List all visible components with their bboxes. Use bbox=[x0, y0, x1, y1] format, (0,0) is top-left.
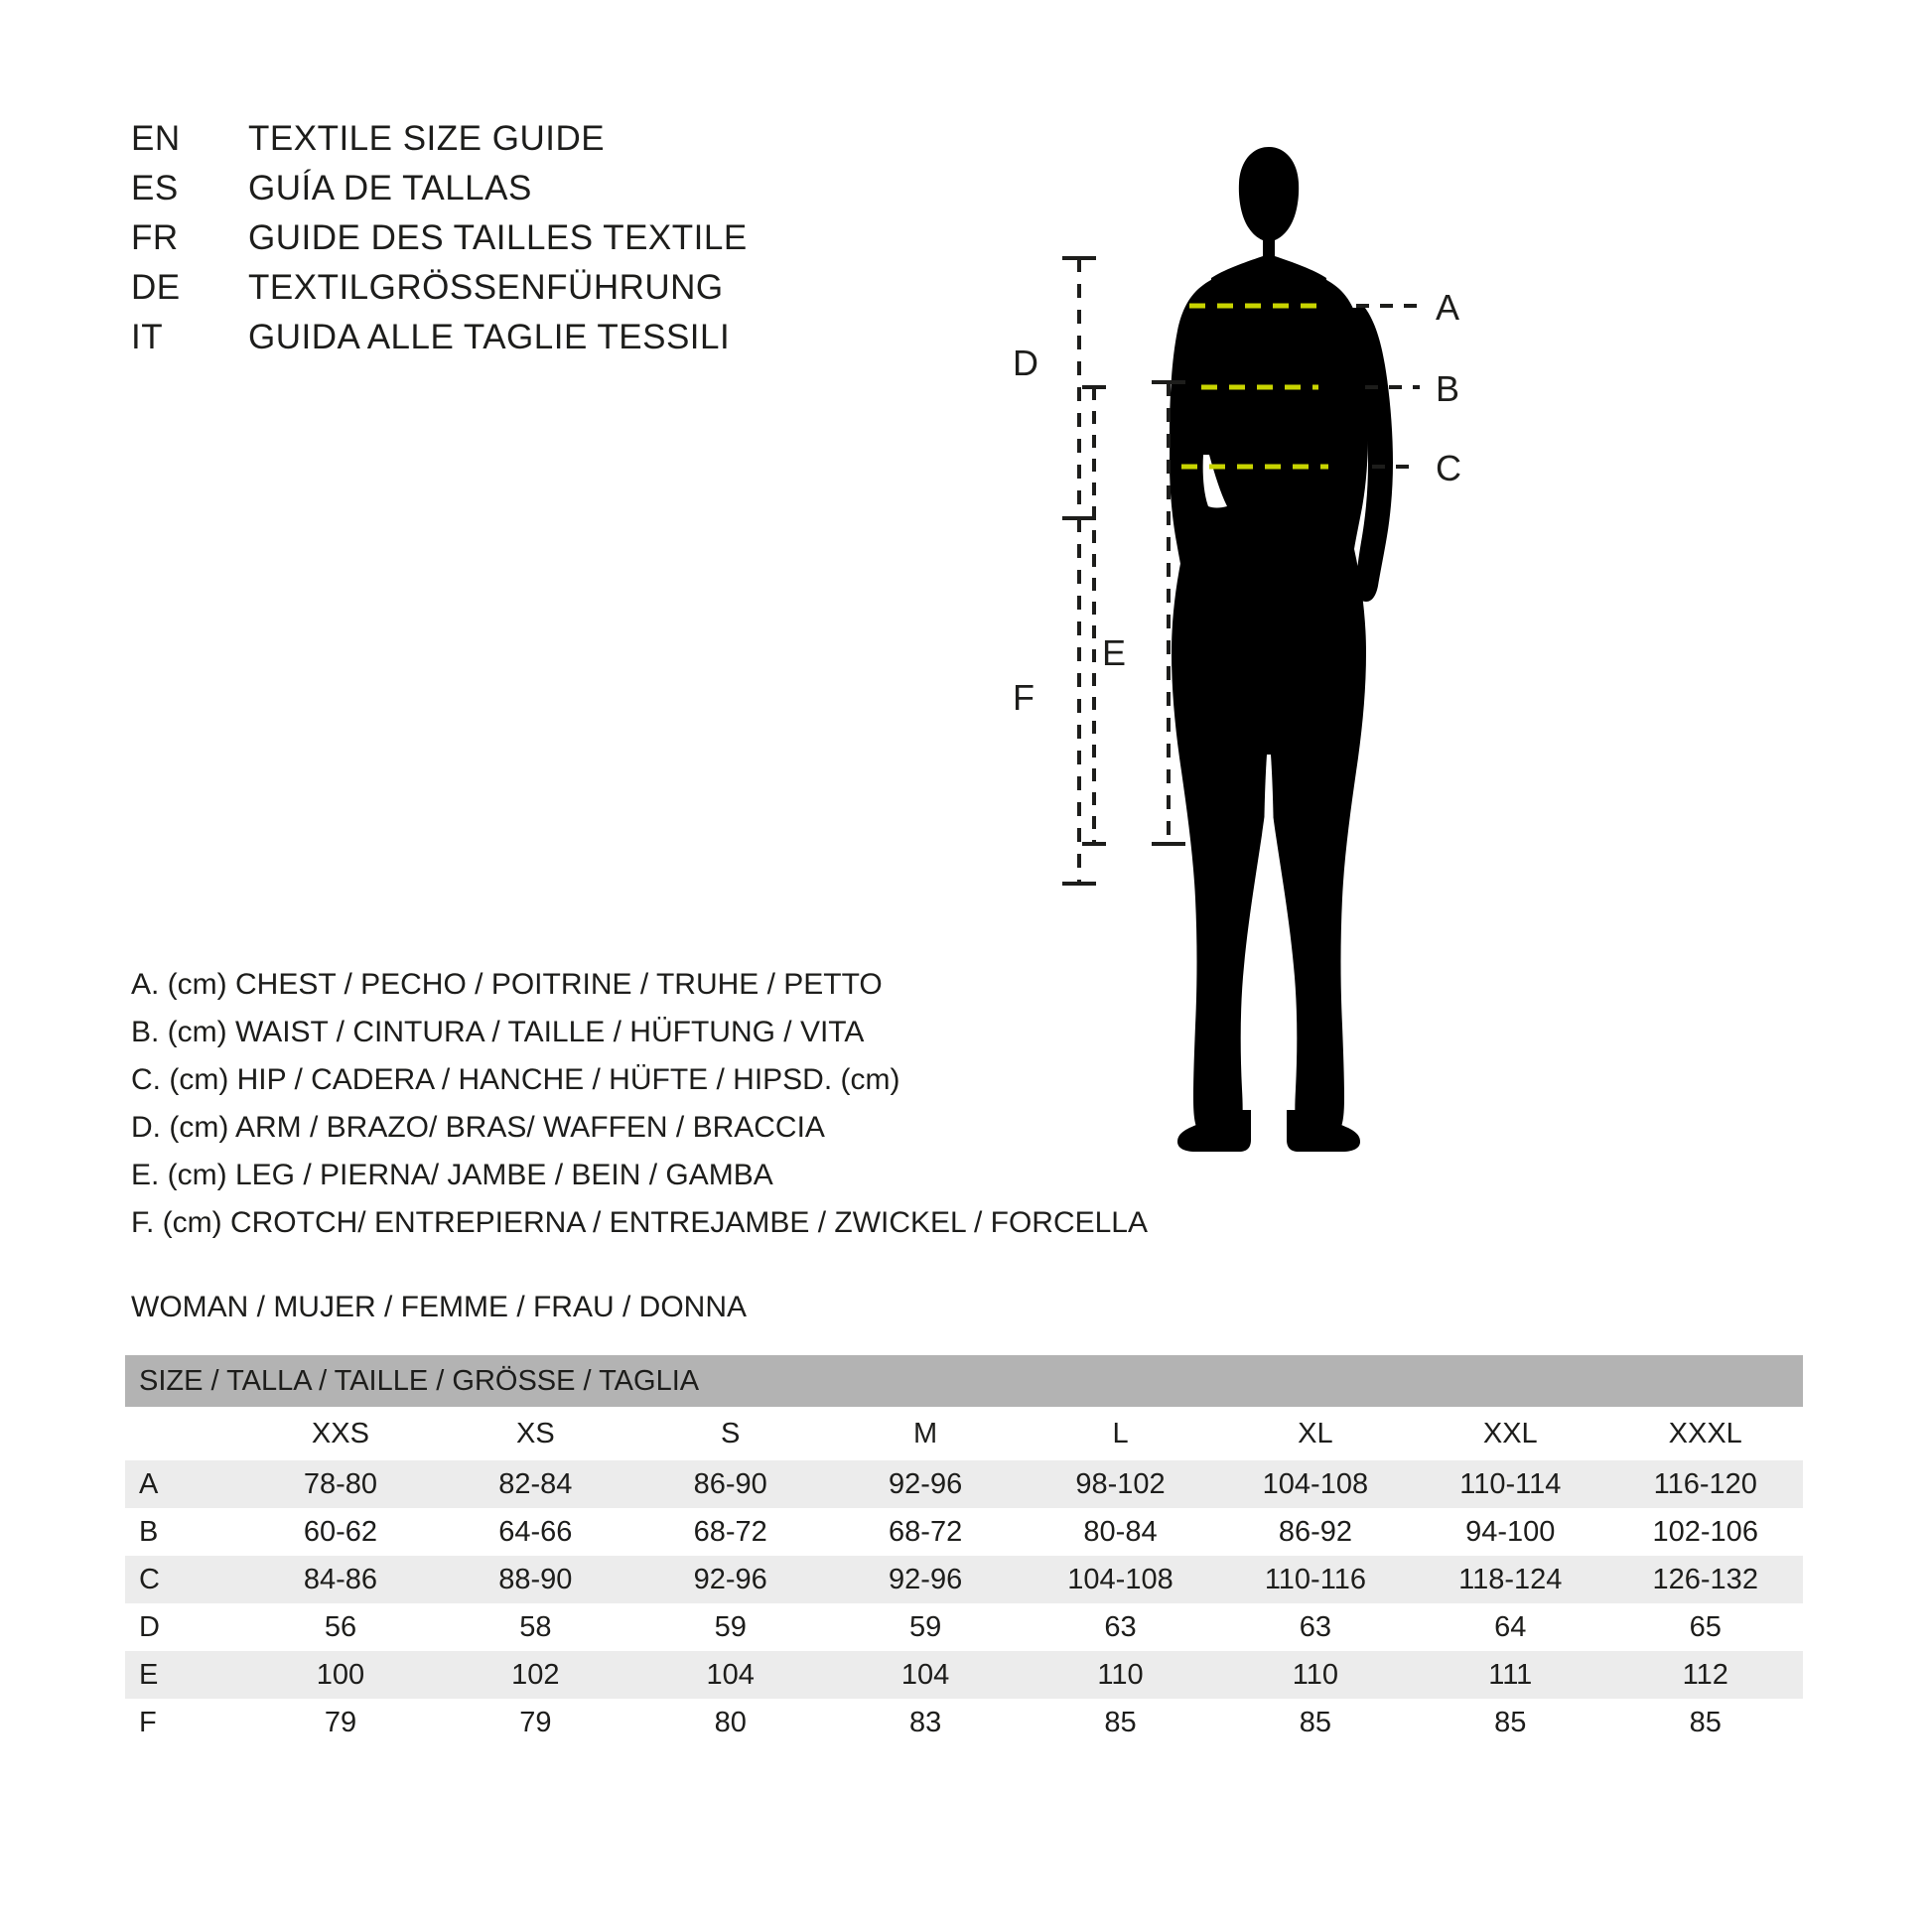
cell-e-xxxl: 112 bbox=[1607, 1651, 1803, 1699]
table-header-label: SIZE / TALLA / TAILLE / GRÖSSE / TAGLIA bbox=[125, 1355, 1803, 1407]
title-text-es: GUÍA DE TALLAS bbox=[248, 169, 532, 207]
cell-a-xl: 104-108 bbox=[1218, 1460, 1413, 1508]
cell-f-xxxl: 85 bbox=[1607, 1699, 1803, 1746]
cell-d-l: 63 bbox=[1023, 1603, 1217, 1651]
cell-e-s: 104 bbox=[633, 1651, 828, 1699]
table-row bbox=[125, 1651, 1803, 1699]
table-row bbox=[125, 1508, 1803, 1556]
cell-f-xs: 79 bbox=[438, 1699, 632, 1746]
cell-f-xl: 85 bbox=[1218, 1699, 1413, 1746]
size-header-m: M bbox=[828, 1407, 1023, 1460]
title-row-fr bbox=[131, 218, 925, 268]
cell-e-m: 104 bbox=[828, 1651, 1023, 1699]
marker-label-a: A bbox=[1436, 287, 1460, 328]
title-block bbox=[131, 119, 925, 367]
cell-f-xxs: 79 bbox=[243, 1699, 438, 1746]
cell-d-xxs: 56 bbox=[243, 1603, 438, 1651]
table-header-band bbox=[125, 1355, 1803, 1407]
cell-d-xxl: 64 bbox=[1413, 1603, 1607, 1651]
size-header-s: S bbox=[633, 1407, 828, 1460]
cell-c-xl: 110-116 bbox=[1218, 1556, 1413, 1603]
cell-e-xxs: 100 bbox=[243, 1651, 438, 1699]
legend-line-a: A. (cm) CHEST / PECHO / POITRINE / TRUHE / PETTO bbox=[131, 968, 883, 1001]
marker-label-b: B bbox=[1436, 368, 1460, 409]
measurement-legend bbox=[131, 961, 1283, 1247]
bracket-label-f: F bbox=[1013, 677, 1035, 718]
cell-a-m: 92-96 bbox=[828, 1460, 1023, 1508]
cell-b-xxl: 94-100 bbox=[1413, 1508, 1607, 1556]
cell-e-xs: 102 bbox=[438, 1651, 632, 1699]
cell-c-xs: 88-90 bbox=[438, 1556, 632, 1603]
cell-d-xs: 58 bbox=[438, 1603, 632, 1651]
marker-label-c: C bbox=[1436, 448, 1461, 488]
title-text-fr: GUIDE DES TAILLES TEXTILE bbox=[248, 218, 748, 257]
cell-e-xl: 110 bbox=[1218, 1651, 1413, 1699]
title-row-en bbox=[131, 119, 925, 169]
cell-f-m: 83 bbox=[828, 1699, 1023, 1746]
legend-line-d: D. (cm) ARM / BRAZO/ BRAS/ WAFFEN / BRACCIA bbox=[131, 1111, 825, 1144]
table-sizes-row bbox=[125, 1407, 1803, 1460]
bracket-label-d: D bbox=[1013, 343, 1038, 383]
row-label-b: B bbox=[125, 1508, 243, 1556]
size-header-xxxl: XXXL bbox=[1607, 1407, 1803, 1460]
legend-line-f: F. (cm) CROTCH/ ENTREPIERNA / ENTREJAMBE / ZWICKEL / FORCELLA bbox=[131, 1206, 1148, 1239]
title-lang-it: IT bbox=[131, 318, 164, 356]
group-title: WOMAN / MUJER / FEMME / FRAU / DONNA bbox=[131, 1291, 747, 1323]
title-text-de: TEXTILGRÖSSENFÜHRUNG bbox=[248, 268, 724, 307]
title-lang-es: ES bbox=[131, 169, 179, 207]
cell-a-xxs: 78-80 bbox=[243, 1460, 438, 1508]
cell-a-l: 98-102 bbox=[1023, 1460, 1217, 1508]
cell-b-xxs: 60-62 bbox=[243, 1508, 438, 1556]
cell-a-xxxl: 116-120 bbox=[1607, 1460, 1803, 1508]
cell-f-xxl: 85 bbox=[1413, 1699, 1607, 1746]
legend-line-b: B. (cm) WAIST / CINTURA / TAILLE / HÜFTUNG / VITA bbox=[131, 1016, 865, 1048]
size-header-xxs: XXS bbox=[243, 1407, 438, 1460]
row-label-d: D bbox=[125, 1603, 243, 1651]
row-label-e: E bbox=[125, 1651, 243, 1699]
table-row bbox=[125, 1460, 1803, 1508]
row-label-c: C bbox=[125, 1556, 243, 1603]
title-row-it bbox=[131, 318, 925, 367]
cell-c-l: 104-108 bbox=[1023, 1556, 1217, 1603]
title-text-en: TEXTILE SIZE GUIDE bbox=[248, 119, 606, 158]
cell-e-xxl: 111 bbox=[1413, 1651, 1607, 1699]
title-text-it: GUIDA ALLE TAGLIE TESSILI bbox=[248, 318, 731, 356]
cell-b-l: 80-84 bbox=[1023, 1508, 1217, 1556]
size-header-xs: XS bbox=[438, 1407, 632, 1460]
table-row bbox=[125, 1603, 1803, 1651]
cell-f-s: 80 bbox=[633, 1699, 828, 1746]
title-row-de bbox=[131, 268, 925, 318]
cell-b-m: 68-72 bbox=[828, 1508, 1023, 1556]
title-lang-en: EN bbox=[131, 119, 181, 158]
legend-line-e: E. (cm) LEG / PIERNA/ JAMBE / BEIN / GAMBA bbox=[131, 1159, 773, 1191]
bracket-d bbox=[1062, 258, 1096, 518]
cell-d-m: 59 bbox=[828, 1603, 1023, 1651]
legend-line-c: C. (cm) HIP / CADERA / HANCHE / HÜFTE / HIPSD. (cm) bbox=[131, 1063, 900, 1096]
title-lang-fr: FR bbox=[131, 218, 179, 257]
cell-e-l: 110 bbox=[1023, 1651, 1217, 1699]
cell-d-s: 59 bbox=[633, 1603, 828, 1651]
cell-c-xxl: 118-124 bbox=[1413, 1556, 1607, 1603]
cell-a-s: 86-90 bbox=[633, 1460, 828, 1508]
cell-d-xxxl: 65 bbox=[1607, 1603, 1803, 1651]
table-row bbox=[125, 1556, 1803, 1603]
cell-f-l: 85 bbox=[1023, 1699, 1217, 1746]
cell-b-xxxl: 102-106 bbox=[1607, 1508, 1803, 1556]
size-table bbox=[125, 1355, 1803, 1746]
cell-c-s: 92-96 bbox=[633, 1556, 828, 1603]
title-lang-de: DE bbox=[131, 268, 181, 307]
cell-d-xl: 63 bbox=[1218, 1603, 1413, 1651]
bracket-f bbox=[1062, 518, 1096, 884]
bracket-e bbox=[1152, 382, 1185, 844]
table-row bbox=[125, 1699, 1803, 1746]
row-label-a: A bbox=[125, 1460, 243, 1508]
cell-a-xxl: 110-114 bbox=[1413, 1460, 1607, 1508]
cell-b-xs: 64-66 bbox=[438, 1508, 632, 1556]
cell-b-xl: 86-92 bbox=[1218, 1508, 1413, 1556]
bracket-label-e: E bbox=[1102, 632, 1127, 673]
title-row-es bbox=[131, 169, 925, 218]
cell-c-m: 92-96 bbox=[828, 1556, 1023, 1603]
size-header-xxl: XXL bbox=[1413, 1407, 1607, 1460]
cell-a-xs: 82-84 bbox=[438, 1460, 632, 1508]
cell-b-s: 68-72 bbox=[633, 1508, 828, 1556]
size-header-l: L bbox=[1023, 1407, 1217, 1460]
row-label-f: F bbox=[125, 1699, 243, 1746]
cell-c-xxxl: 126-132 bbox=[1607, 1556, 1803, 1603]
sizes-row-corner bbox=[125, 1407, 243, 1460]
cell-c-xxs: 84-86 bbox=[243, 1556, 438, 1603]
size-header-xl: XL bbox=[1218, 1407, 1413, 1460]
